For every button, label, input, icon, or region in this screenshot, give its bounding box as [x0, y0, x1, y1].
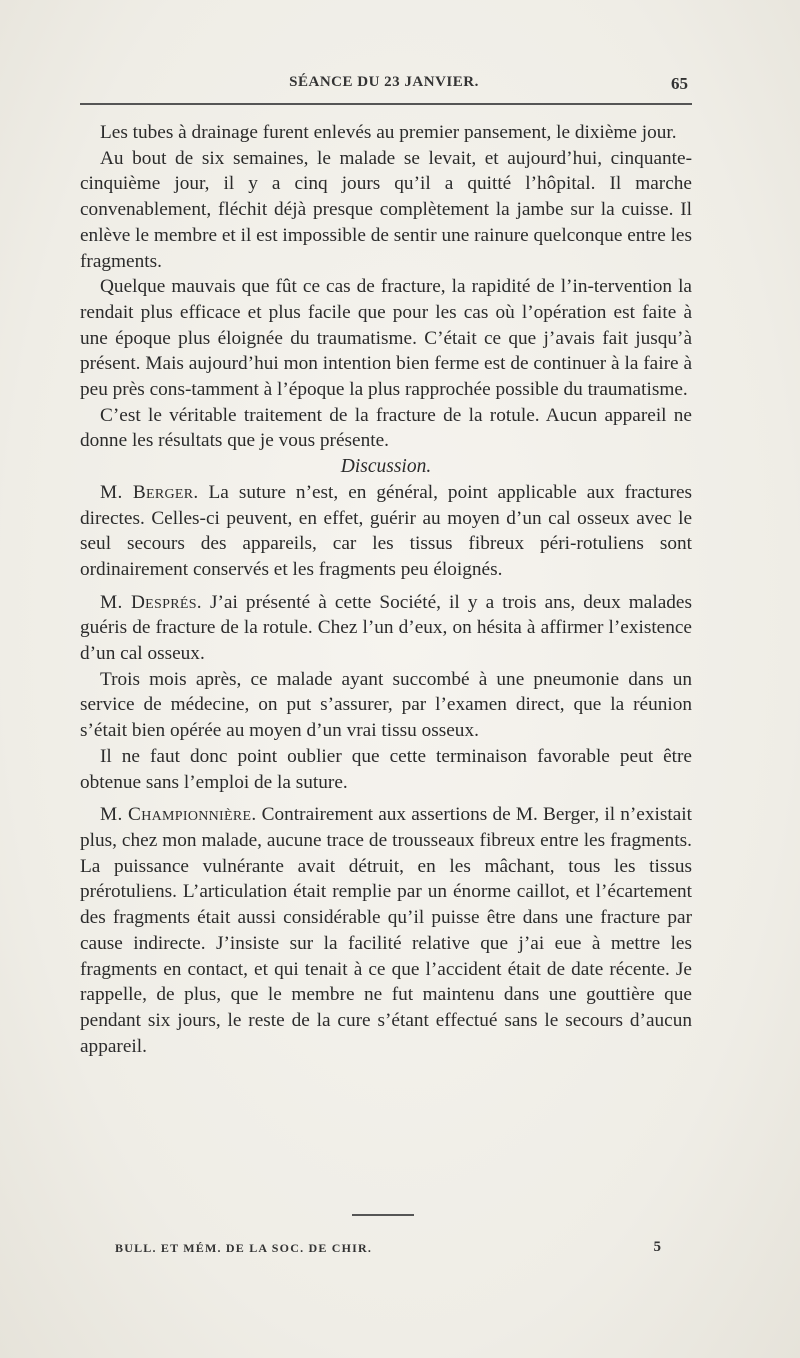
- paragraph: Les tubes à drainage furent enlevés au premier pansement, le dixième jour.: [100, 122, 677, 143]
- speaker-name: M. Després.: [100, 591, 202, 613]
- header-rule: [80, 103, 692, 105]
- speaker-text: La suture n’est, en général, point applicable aux fractures directes. Celles-ci peuvent, en effet, guérir au moyen d’un cal osseux avec le seul secours des appareils, car les tissus fibreux péri-rotuliens sont ordinairement conservés et les fragments peu éloignés.: [80, 481, 693, 580]
- section-heading: Discussion.: [340, 456, 432, 478]
- signature-mark: 5: [653, 1239, 661, 1255]
- running-title: SÉANCE DU 23 JANVIER.: [289, 74, 479, 90]
- page-number: 65: [671, 74, 688, 93]
- paragraph: Il ne faut donc point oublier que cette terminaison favorable peut être obtenue sans l’emploi de la suture.: [80, 745, 692, 793]
- speaker-name: M. Berger.: [100, 481, 199, 503]
- speaker-name: M. Championnière.: [100, 804, 257, 826]
- paragraph: Trois mois après, ce malade ayant succombé à une pneumonie dans un service de médecine, on put s’assurer, par l’examen direct, que la réunion s’était bien opérée au moyen d’un vrai tissu osseux.: [80, 668, 692, 742]
- speaker-text: Contrairement aux assertions de M. Berger, il n’existait plus, chez mon malade, aucune trace de trousseaux fibreux entre les fragments. La puissance vulnérante avait détruit, en les mâchant, tous les tissus prérotuliens. L’articulation était remplie par un énorme caillot, et l’écartement des fragments était aussi considérable qu’il puisse être dans une fracture par cause indirecte. J’insiste sur la facilité relative que j’ai eue à mettre les fragments en contact, et qui tenait à ce que l’accident était de date récente. Je rappelle, de plus, que le membre ne fut maintenu dans une gouttière que pendant six jours, le reste de la cure s’étant effectué sans le secours d’aucun appareil.: [80, 804, 692, 1057]
- speaker-text: J’ai présenté à cette Société, il y a trois ans, deux malades guéris de fracture de la rotule. Chez l’un d’eux, on hésita à affirmer l’existence d’un cal osseux.: [80, 591, 692, 665]
- speaker-paragraph-berger: [80, 480, 692, 583]
- paragraph: Quelque mauvais que fût ce cas de fracture, la rapidité de l’in-tervention la rendait plus efficace et plus facile que pour les cas où l’opération est faite à une époque plus éloignée du traumatisme. C’était ce que j’avais fait jusqu’à présent. Mais aujourd’hui mon intention bien ferme est de continuer à la faire à peu près cons-tamment à l’époque la plus rapprochée possible du traumatisme.: [80, 276, 692, 401]
- closing-rule: [352, 1214, 414, 1216]
- paragraph: C’est le véritable traitement de la fracture de la rotule. Aucun appareil ne donne les résultats que je vous présente.: [80, 404, 692, 452]
- speaker-paragraph-championniere: [80, 802, 692, 1059]
- footer: [115, 1241, 661, 1256]
- speaker-paragraph-despres: [80, 590, 692, 667]
- paragraph: Au bout de six semaines, le malade se levait, et aujourd’hui, cinquante-cinquième jour, il y a cinq jours qu’il a quitté l’hôpital. Il marche convenablement, fléchit déjà presque complètement la jambe sur la cuisse. Il enlève le membre et il est impossible de sentir une rainure quelconque entre les fragments.: [80, 147, 692, 272]
- body-text: [80, 120, 692, 1059]
- journal-footer: BULL. ET MÉM. DE LA SOC. DE CHIR.: [115, 1241, 373, 1255]
- running-head: [80, 74, 688, 98]
